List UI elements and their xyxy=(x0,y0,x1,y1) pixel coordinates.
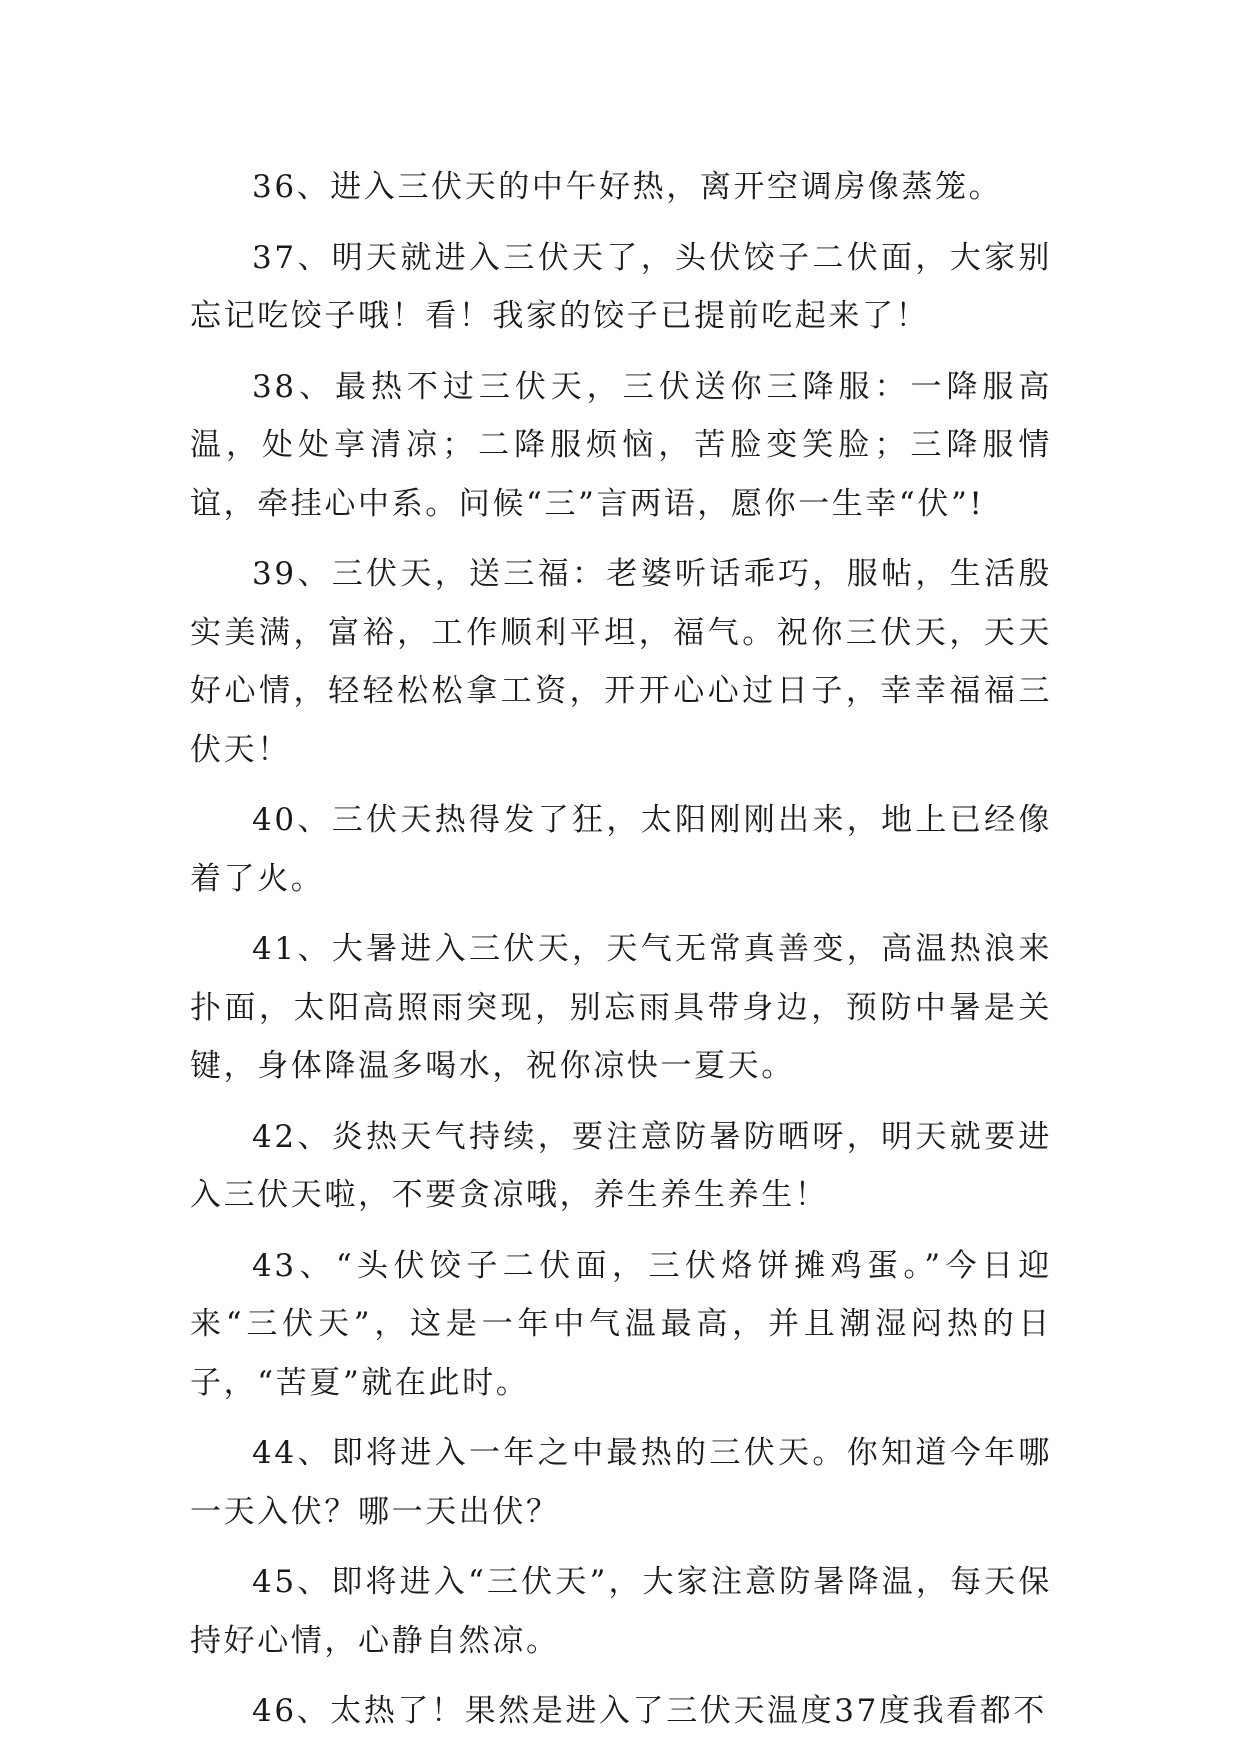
paragraph-36: 36、进入三伏天的中午好热，离开空调房像蒸笼。 xyxy=(252,169,1003,205)
document-body xyxy=(190,158,1052,1753)
paragraph-39: 39、三伏天，送三福：老婆听话乖巧，服帖，生活殷实美满，富裕，工作顺利平坦，福气。祝你三伏天，天天好心情，轻轻松松拿工资，开开心心过日子，幸幸福福三伏天！ xyxy=(190,556,1052,768)
paragraph-37: 37、明天就进入三伏天了，头伏饺子二伏面，大家别忘记吃饺子哦！看！我家的饺子已提前吃起来了！ xyxy=(190,239,1052,334)
paragraph-43: 43、“头伏饺子二伏面，三伏烙饼摊鸡蛋。”今日迎来“三伏天”，这是一年中气温最高，并且潮湿闷热的日子，“苦夏”就在此时。 xyxy=(190,1247,1052,1401)
paragraph-45: 45、即将进入“三伏天”，大家注意防暑降温，每天保持好心情，心静自然凉。 xyxy=(190,1564,1052,1659)
paragraph-41: 41、大暑进入三伏天，天气无常真善变，高温热浪来扑面，太阳高照雨突现，别忘雨具带身边，预防中暑是关键，身体降温多喝水，祝你凉快一夏天。 xyxy=(190,931,1052,1084)
paragraph-44: 44、即将进入一年之中最热的三伏天。你知道今年哪一天入伏？哪一天出伏？ xyxy=(190,1435,1052,1530)
paragraph-40: 40、三伏天热得发了狂，太阳刚刚出来，地上已经像着了火。 xyxy=(190,802,1052,897)
paragraph-42: 42、炎热天气持续，要注意防暑防晒呀，明天就要进入三伏天啦，不要贪凉哦，养生养生养生！ xyxy=(190,1118,1052,1213)
paragraph-46: 46、太热了！果然是进入了三伏天温度37度我看都不 xyxy=(252,1693,1047,1729)
paragraph-38: 38、最热不过三伏天，三伏送你三降服：一降服高温，处处享清凉；二降服烦恼，苦脸变笑脸；三降服情谊，牵挂心中系。问候“三”言两语，愿你一生幸“伏”! xyxy=(190,368,1052,522)
